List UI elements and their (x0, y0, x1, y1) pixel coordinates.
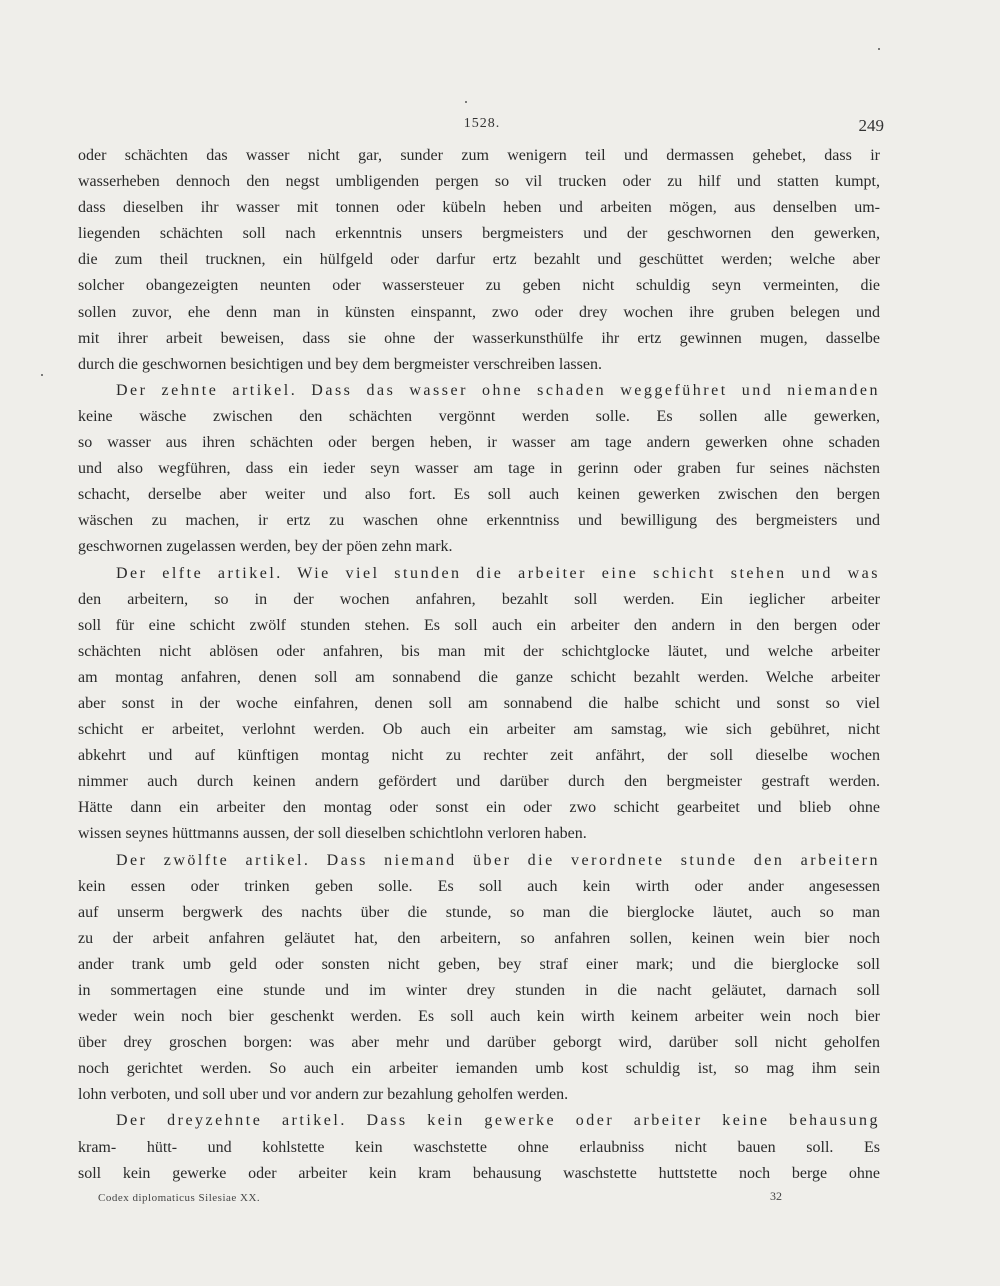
text-line: zu der arbeit anfahren geläutet hat, den arbeitern, so anfahren sollen, keinen wein bier noch (78, 929, 880, 947)
header-year: 1528. (463, 116, 501, 131)
text-line: geschwornen zugelassen werden, bey der pöen zehn mark. (78, 538, 453, 556)
text-line: ander trank umb geld oder sonsten nicht geben, bey straf einer mark; und die bierglocke soll (78, 955, 880, 973)
article-heading-line: Der zwölfte artikel. Dass niemand über die verordnete stunde den arbeitern (116, 851, 880, 869)
text-line: abkehrt und auf künftigen montag nicht zu rechter zeit anfährt, der soll dieselbe wochen (78, 747, 880, 765)
text-line: schacht, derselbe aber weiter und also fort. Es soll auch keinen gewerken zwischen den bergen (78, 486, 880, 504)
text-line: soll für eine schicht zwölf stunden stehen. Es soll auch ein arbeiter den andern in den bergen oder (78, 616, 880, 634)
body-text (78, 143, 880, 1187)
paper-speck (465, 101, 467, 103)
text-line: dass dieselben ihr wasser mit tonnen oder kübeln heben und arbeiten mögen, aus denselben um- (78, 199, 880, 217)
text-line: weder wein noch bier geschenkt werden. Es soll auch kein wirth keinem arbeiter wein noch bier (78, 1008, 880, 1026)
text-line: wäschen zu machen, ir ertz zu waschen ohne erkenntniss und bewilligung des bergmeisters und (78, 512, 880, 530)
text-line: so wasser aus ihren schächten oder bergen heben, ir wasser am tage andern gewerken ohne schaden (78, 434, 880, 452)
text-line: aber sonst in der woche einfahren, denen soll am sonnabend die halbe schicht und sonst so viel (78, 694, 880, 712)
text-line: durch die geschwornen besichtigen und bey dem bergmeister verschreiben lassen. (78, 355, 602, 373)
article-heading-line: Der dreyzehnte artikel. Dass kein gewerke oder arbeiter keine behausung (116, 1112, 880, 1130)
text-line: mit ihrer arbeit beweisen, dass sie ohne der wasserkunsthülfe ihr ertz gewinnen mugen, dasselbe (78, 329, 880, 347)
text-line: den arbeitern, so in der wochen anfahren, bezahlt soll werden. Ein ieglicher arbeiter (78, 590, 880, 608)
text-line: über drey groschen borgen: was aber mehr und darüber geborgt wird, darüber soll nicht geholfen (78, 1034, 880, 1052)
text-line: lohn verboten, und soll uber und vor andern zur bezahlung geholfen werden. (78, 1086, 569, 1104)
text-line: oder schächten das wasser nicht gar, sunder zum wenigern teil und dermassen gehebet, dass ir (78, 147, 880, 164)
signature-mark: 32 (770, 1189, 782, 1203)
paper-speck (41, 374, 43, 376)
text-line: soll kein gewerke oder arbeiter kein kram behausung waschstette huttstette noch berge ohne (78, 1164, 880, 1182)
page-number: 249 (858, 116, 884, 135)
text-line: keine wäsche zwischen den schächten vergönnt werden solle. Es sollen alle gewerken, (78, 407, 880, 425)
text-line: auf unserm bergwerk des nachts über die stunde, so man die bierglocke läutet, auch so man (78, 903, 880, 921)
text-line: nimmer auch durch keinen andern gefördert und darüber durch den bergmeister gestraft werden. (78, 773, 880, 791)
text-line: in sommertagen eine stunde und im winter drey stunden in die nacht geläutet, darnach soll (78, 982, 880, 999)
text-line: schicht er arbeitet, verlohnt werden. Ob auch ein arbeiter am samstag, wie sich gebühret, nicht (78, 721, 880, 739)
text-line: solcher obangezeigten neunten oder wassersteuer zu geben nicht schuldig seyn vermeinten, die (78, 277, 880, 295)
text-line: schächten nicht ablösen oder anfahren, bis man mit der schichtglocke läutet, und welche arbeiter (78, 642, 880, 660)
text-line: Hätte dann ein arbeiter den montag oder sonst ein oder zwo schicht gearbeitet und blieb ohne (78, 799, 880, 817)
text-line: sollen zuvor, ehe denn man in künsten einspannt, zwo oder drey wochen ihre gruben belegen und (78, 303, 880, 321)
article-heading-line: Der elfte artikel. Wie viel stunden die arbeiter eine schicht stehen und was (116, 564, 880, 582)
footer-source: Codex diplomaticus Silesiae XX. (98, 1192, 261, 1204)
text-line: kein essen oder trinken geben solle. Es soll auch kein wirth oder ander angesessen (78, 877, 880, 895)
text-line: noch gerichtet werden. So auch ein arbeiter iemanden umb kost schuldig ist, so mag ihm sein (78, 1060, 880, 1078)
text-line: die zum theil trucknen, ein hülfgeld oder darfur ertz bezahlt und geschüttet werden; welche aber (78, 251, 880, 269)
text-line: wissen seynes hüttmanns aussen, der soll dieselben schichtlohn verloren haben. (78, 825, 587, 843)
paper-speck (878, 48, 880, 50)
text-line: und also wegführen, dass ein ieder seyn wasser am tage in gerinn oder graben fur seines nächsten (78, 460, 880, 478)
article-heading-line: Der zehnte artikel. Dass das wasser ohne schaden weggeführet und niemanden (116, 381, 880, 399)
text-line: liegenden schächten soll nach erkenntnis unsers bergmeisters und der geschwornen den gewerken, (78, 225, 880, 243)
text-line: am montag anfahren, denen soll am sonnabend die ganze schicht bezahlt werden. Welche arbeiter (78, 668, 880, 686)
text-line: kram- hütt- und kohlstette kein waschstette ohne erlaubniss nicht bauen soll. Es (78, 1138, 880, 1156)
text-line: wasserheben dennoch den negst umbligenden pergen so vil trucken oder zu hilf und statten kumpt, (78, 173, 880, 191)
